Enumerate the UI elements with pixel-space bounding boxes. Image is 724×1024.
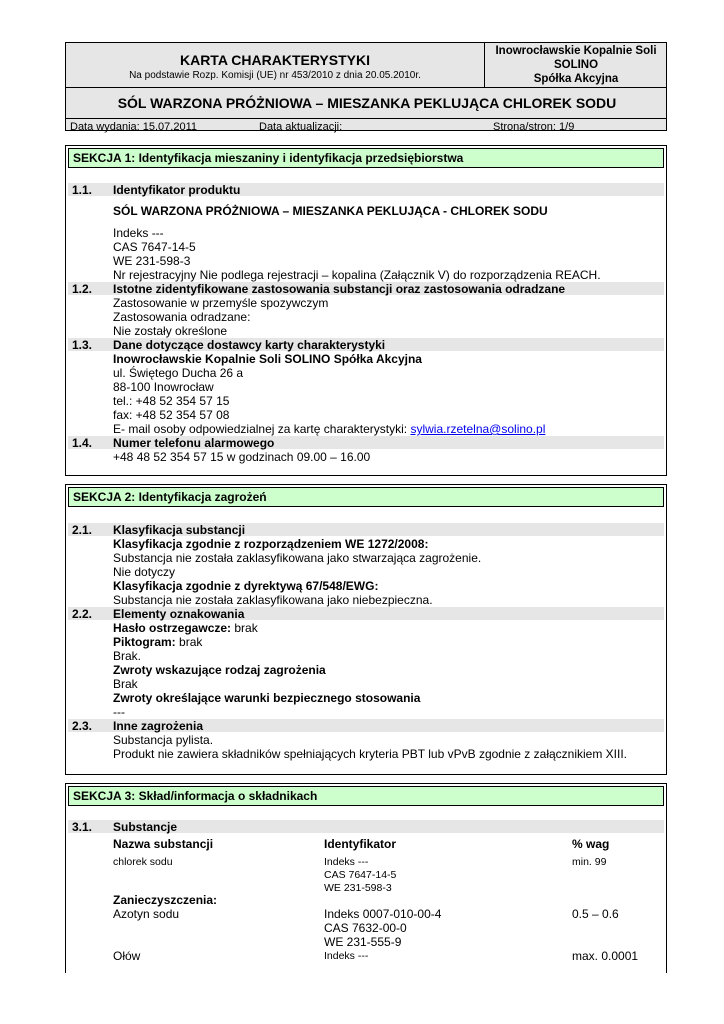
company-name-1: Inowrocławskie Kopalnie Soli (495, 45, 657, 57)
index-value: Indeks --- (113, 226, 164, 240)
emergency-phone: +48 48 52 354 57 15 w godzinach 09.00 – 16.00 (113, 450, 371, 464)
row1-name: chlorek sodu (113, 856, 173, 868)
pictogram-line (113, 635, 202, 649)
heading-1-4: Numer telefonu alarmowego (113, 436, 275, 450)
cas-value: CAS 7647-14-5 (113, 240, 196, 254)
row2-cas: CAS 7632-00-0 (324, 921, 407, 935)
doc-title: KARTA CHARAKTERYSTYKI (179, 52, 371, 68)
use-1: Zastosowanie w przemyśle spozywczym (113, 296, 329, 310)
issue-date: Data wydania: 15.07.2011 (70, 121, 197, 133)
clp-classification: Klasyfikacja zgodnie z rozporządzeniem WE 1272/2008: (113, 537, 429, 551)
supplier-city: 88-100 Inowrocław (113, 380, 214, 394)
row2-weight: 0.5 – 0.6 (572, 907, 619, 921)
supplier-phone: tel.: +48 52 354 57 15 (113, 394, 230, 408)
supplier-fax: fax: +48 52 354 57 08 (113, 408, 230, 422)
product-title: SÓL WARZONA PRÓŻNIOWA – MIESZANKA PEKLUJĄCA CHLOREK SODU (117, 95, 617, 111)
supplier-name: Inowrocławskie Kopalnie Soli SOLINO Spółka Akcyjna (113, 352, 422, 366)
registration-note: Nr rejestracyjny Nie podlega rejestracji – kopalina (Załącznik V) do rozporządzenia REACH. (113, 268, 601, 282)
other-hazard-1: Substancja pylista. (113, 733, 214, 747)
heading-2-3: Inne zagrożenia (113, 719, 204, 733)
section-1 (65, 145, 667, 476)
row3-name: Ołów (113, 949, 141, 963)
use-3: Nie zostały określone (113, 324, 228, 338)
row1-index: Indeks --- (324, 856, 369, 868)
we-value: WE 231-598-3 (113, 254, 191, 268)
row3-index: Indeks --- (324, 950, 369, 962)
pictogram-label: Piktogram: (113, 635, 176, 649)
col-identifier: Identyfikator (324, 837, 397, 851)
signal-word-line (113, 621, 258, 635)
num-1-4: 1.4. (72, 436, 93, 450)
row1-cas: CAS 7647-14-5 (324, 869, 397, 881)
precautionary-value: --- (113, 705, 125, 719)
row1-weight: min. 99 (572, 856, 607, 868)
clp-text: Substancja nie została zaklasyfikowana jako stwarzająca zagrożenie. (113, 551, 482, 565)
heading-1-2: Istotne zidentyfikowane zastosowania substancji oraz zastosowania odradzane (113, 282, 566, 296)
num-1-2: 1.2. (72, 282, 93, 296)
hazard-statements-value: Brak (113, 677, 138, 691)
num-1-1: 1.1. (72, 183, 93, 197)
email-label: E- mail osoby odpowiedzialnej za kartę charakterystyki: (113, 422, 411, 436)
col-weight-percent: % wag (572, 837, 610, 851)
row1-we: WE 231-598-3 (324, 882, 392, 894)
dsd-classification: Klasyfikacja zgodnie z dyrektywą 67/548/EWG: (113, 579, 379, 593)
signal-word-label: Hasło ostrzegawcze: (113, 621, 232, 635)
num-2-3: 2.3. (72, 719, 93, 733)
company-name-2: SOLINO (553, 59, 599, 71)
email-link[interactable]: sylwia.rzetelna@solino.pl (410, 422, 546, 436)
row2-index: Indeks 0007-010-00-4 (324, 907, 442, 921)
pictogram-none: Brak. (113, 649, 142, 663)
section-2 (65, 484, 667, 775)
document-header (65, 42, 667, 131)
num-3-1: 3.1. (72, 820, 93, 834)
other-hazard-2: Produkt nie zawiera składników spełniających kryteria PBT lub vPvB zgodnie z załącznikiem XIII. (113, 747, 628, 761)
heading-1-3: Dane dotyczące dostawcy karty charakterystyki (113, 338, 386, 352)
row2-name: Azotyn sodu (113, 907, 180, 921)
dsd-text: Substancja nie została zaklasyfikowana jako niebezpieczna. (113, 593, 433, 607)
product-identifier: SÓL WARZONA PRÓŻNIOWA – MIESZANKA PEKLUJĄCA - CHLOREK SODU (113, 204, 548, 218)
section-3-heading: SEKCJA 3: Skład/informacja o składnikach (68, 786, 664, 806)
email-line (113, 422, 545, 436)
section-1-heading: SEKCJA 1: Identyfikacja mieszaniny i identyfikacja przedsiębiorstwa (68, 148, 664, 168)
company-name-3: Spółka Akcyjna (533, 73, 619, 85)
row3-weight: max. 0.0001 (572, 949, 639, 963)
section-2-heading: SEKCJA 2: Identyfikacja zagrożeń (68, 487, 664, 507)
row2-we: WE 231-555-9 (324, 935, 402, 949)
heading-3-1: Substancje (113, 820, 178, 834)
pictogram-value: brak (175, 635, 203, 649)
impurities-label: Zanieczyszczenia: (113, 893, 218, 907)
heading-2-1: Klasyfikacja substancji (113, 523, 246, 537)
signal-word-value: brak (231, 621, 258, 635)
use-2: Zastosowania odradzane: (113, 310, 251, 324)
update-date: Data aktualizacji: (259, 121, 343, 133)
col-substance-name: Nazwa substancji (113, 837, 214, 851)
precautionary-label: Zwroty określające warunki bezpiecznego stosowania (113, 691, 421, 705)
heading-1-1: Identyfikator produktu (113, 183, 241, 197)
num-2-2: 2.2. (72, 607, 93, 621)
regulation-ref: Na podstawie Rozp. Komisji (UE) nr 453/2010 z dnia 20.05.2010r. (129, 70, 421, 81)
clp-not-applicable: Nie dotyczy (113, 565, 176, 579)
num-1-3: 1.3. (72, 338, 93, 352)
num-2-1: 2.1. (72, 523, 93, 537)
supplier-street: ul. Świętego Ducha 26 a (113, 366, 244, 380)
hazard-statements-label: Zwroty wskazujące rodzaj zagrożenia (113, 663, 326, 677)
heading-2-2: Elementy oznakowania (113, 607, 245, 621)
page-number: Strona/stron: 1/9 (493, 121, 575, 133)
section-3 (65, 783, 667, 973)
